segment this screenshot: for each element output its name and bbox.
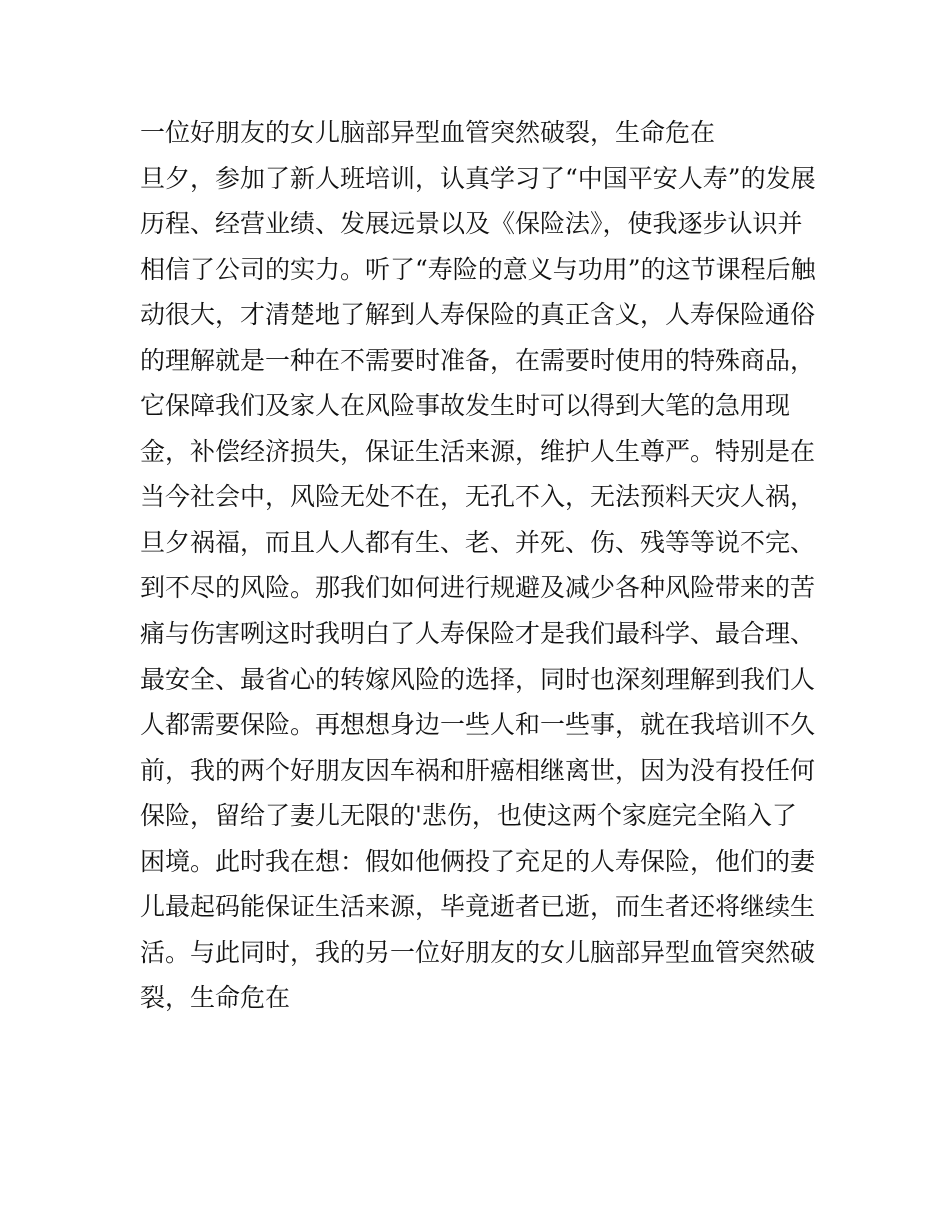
text-line: 动很大，才清楚地了解到人寿保险的真正含义，人寿保险通俗	[140, 300, 816, 330]
text-line: 它保障我们及家人在风险事故发生时可以得到大笔的急用现	[140, 391, 791, 421]
text-line: 旦夕，参加了新人班培训，认真学习了“中国平安人寿”的发展	[140, 163, 816, 193]
text-line: 裂，生命危在	[140, 983, 291, 1013]
body-text	[140, 110, 830, 1021]
text-line: 当今社会中，风险无处不在，无孔不入，无法预料天灾人祸，	[140, 482, 816, 512]
text-line: 的理解就是一种在不需要时准备，在需要时使用的特殊商品，	[140, 345, 816, 375]
text-line: 儿最起码能保证生活来源，毕竟逝者已逝，而生者还将继续生	[140, 892, 816, 922]
text-line: 活。与此同时，我的另一位好朋友的女儿脑部异型血管突然破	[140, 937, 816, 967]
text-line: 前，我的两个好朋友因车祸和肝癌相继离世，因为没有投任何	[140, 755, 816, 785]
text-line: 困境。此时我在想：假如他俩投了充足的人寿保险，他们的妻	[140, 846, 816, 876]
text-line: 历程、经营业绩、发展远景以及《保险法》，使我逐步认识并	[140, 209, 803, 239]
text-line: 人都需要保险。再想想身边一些人和一些事，就在我培训不久	[140, 710, 816, 740]
text-line: 相信了公司的实力。听了“寿险的意义与功用”的这节课程后触	[140, 254, 816, 284]
text-line: 金，补偿经济损失，保证生活来源，维护人生尊严。特别是在	[140, 436, 816, 466]
text-line: 保险，留给了妻儿无限的'悲伤，也使这两个家庭完全陷入了	[140, 801, 797, 831]
text-line: 最安全、最省心的转嫁风险的选择，同时也深刻理解到我们人	[140, 664, 816, 694]
text-line: 到不尽的风险。那我们如何进行规避及减少各种风险带来的苦	[140, 573, 816, 603]
text-line: 旦夕祸福，而且人人都有生、老、并死、伤、残等等说不完、	[140, 527, 816, 557]
text-line: 一位好朋友的女儿脑部异型血管突然破裂，生命危在	[140, 118, 716, 147]
text-line: 痛与伤害咧这时我明白了人寿保险才是我们最科学、最合理、	[140, 619, 816, 649]
